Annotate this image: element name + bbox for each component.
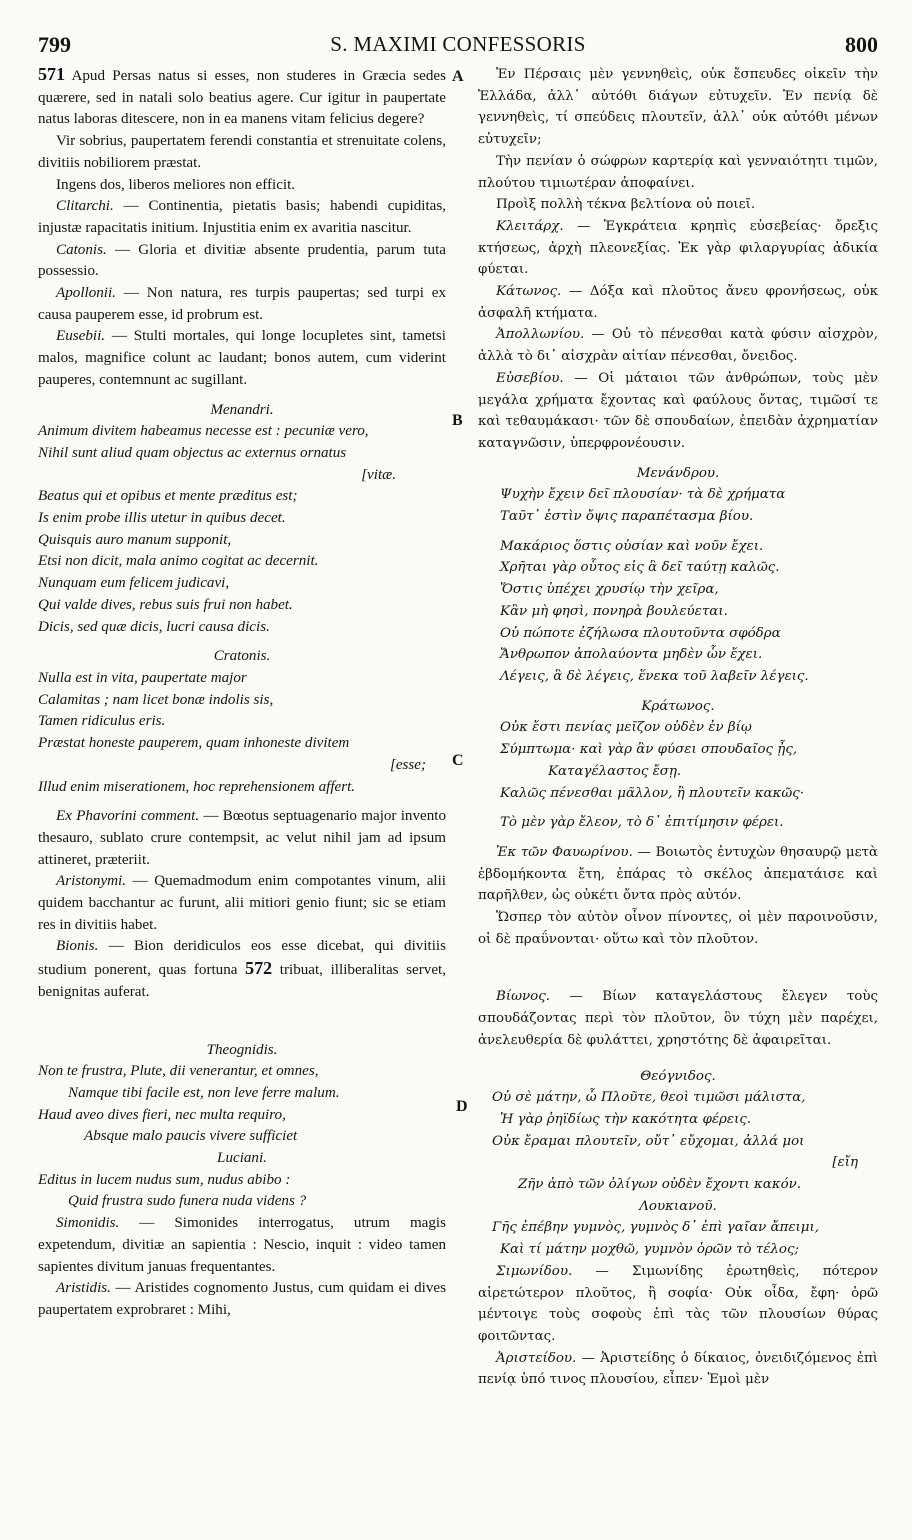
latin-paragraph: 571 Apud Persas natus si esses, non studeres in Græcia sedes quærere, sed in natali solo beatius agere. Cur igitur in paupertate natus laboras ditescere, non in ea manens vitam felicius degere?: [38, 64, 446, 128]
column-number-marker: 572: [245, 958, 273, 979]
verse-line: Editus in lucem nudus sum, nudus abibo :: [38, 1171, 291, 1188]
section-heading: Cratonis.: [213, 648, 271, 665]
greek-paragraph: Ἐκ τῶν Φαυωρίνου. — Βοιωτὸς ἐντυχὼν θησαυρῷ μετὰ ἑβδομήκοντα ἔτη, ἐπάρας τὸ σκέλος ἀπεματάισε καὶ παρῆλθεν, ὡς οὐκέτι ὄντα πρὸς αὐτόν.: [478, 844, 878, 904]
column-number-marker: 571: [38, 64, 65, 84]
verse-line: Ζῆν ἀπὸ τῶν ὀλίγων οὐδὲν ἔχοντι κακόν.: [518, 1177, 802, 1193]
section-heading: Luciani.: [217, 1150, 267, 1167]
verse-line: Κἂν μὴ φησὶ, πονηρὰ βουλεύεται.: [500, 603, 728, 619]
verse-line: Ἄνθρωπον ἀπολαύοντα μηδὲν ὧν ἔχει.: [500, 647, 763, 663]
latin-paragraph: Bionis. — Bion deridiculos eos esse dicebat, qui divitiis studium ponerent, quas fortuna 572 tribuat, illiberalitas servet, benignitas auferat.: [38, 938, 446, 1000]
margin-letter-d: D: [456, 1098, 468, 1115]
verse-line: Καλῶς πένεσθαι μᾶλλον, ἢ πλουτεῖν κακῶς·: [500, 785, 804, 801]
verse-line: Animum divitem habeamus necesse est : pecuniæ vero,: [38, 423, 369, 440]
verse-line: Quisquis auro manum supponit,: [38, 531, 232, 548]
latin-paragraph: Catonis. — Gloria et divitiæ absente prudentia, parum tuta possessio.: [38, 241, 446, 280]
latin-paragraph: Clitarchi. — Continentia, pietatis basis; habendi cupiditas, injustæ rapacitatis initium. Injustitia enim ex avaritia nascitur.: [38, 198, 446, 236]
verse-line: Μακάριος ὅστις οὐσίαν καὶ νοῦν ἔχει.: [500, 538, 764, 554]
greek-paragraph: Ὥσπερ τὸν αὐτὸν οἶνον πίνοντες, οἱ μὲν παροινοῦσιν, οἱ δὲ πραΰνονται· οὕτω καὶ τὸν πλοῦτον.: [478, 910, 878, 947]
verse-line: Nunquam eum felicem judicavi,: [38, 575, 230, 592]
section-heading: Θεόγνιδος.: [640, 1068, 716, 1084]
verse-line: Absque malo paucis vivere sufficiet: [84, 1128, 298, 1145]
margin-letter-c: C: [452, 752, 464, 769]
verse-line: Ψυχὴν ἔχειν δεῖ πλουσίαν· τὰ δὲ χρήματα: [500, 487, 786, 503]
verse-line: Ταῦτ᾽ ἐστὶν ὄψις παραπέτασμα βίου.: [500, 509, 754, 525]
section-heading: Λουκιανοῦ.: [639, 1198, 717, 1214]
section-heading: Theognidis.: [206, 1041, 278, 1058]
verse-line: Calamitas ; nam licet bonæ indolis sis,: [38, 691, 274, 708]
greek-paragraph: Βίωνος. — Βίων καταγελάστους ἔλεγεν τοὺς σπουδάζοντας περὶ τὸν πλοῦτον, ὃν τύχη μὲν παρέχει, ἀνελευθερία δὲ φυλάττει, χρηστότης δὲ ἀφαιρεῖται.: [478, 989, 878, 1048]
verse-line: Σύμπτωμα· καὶ γὰρ ἂν φύσει σπουδαῖος ᾖς,: [500, 742, 798, 758]
verse-line: Ἡ γὰρ ῥηϊδίως τὴν κακότητα φέρεις.: [500, 1111, 752, 1127]
verse-line: Præstat honeste pauperem, quam inhoneste divitem: [38, 735, 350, 752]
latin-paragraph: Simonidis. — Simonides interrogatus, utrum magis expetendum, divitiæ an sapientia : Nescio, inquit : video tamen sapientes divitum januas frequentantes.: [38, 1215, 446, 1275]
running-title: S. MAXIMI CONFESSORIS: [330, 32, 586, 56]
verse-line: Καταγέλαστος ἔσῃ.: [548, 763, 682, 779]
verse-line: [vitæ.: [361, 466, 396, 483]
latin-paragraph: Aristonymi. — Quemadmodum enim compotantes vinum, alii quidem bacchantur ac furunt, alii mitiori genio fiunt; sic se etiam res in divitiis habet.: [38, 873, 446, 933]
greek-paragraph: Σιμωνίδου. — Σιμωνίδης ἐρωτηθεὶς, πότερον αἱρετώτερον πλοῦτος, ἢ σοφία· Οὐκ οἶδα, ἔφη· ὁρῶ μέντοιγε τοὺς σοφοὺς ἐπὶ τὰς τῶν πλουσίων θύρας φοιτῶντας.: [478, 1263, 878, 1344]
greek-paragraph: Ἀπολλωνίου. — Οὐ τὸ πένεσθαι κατὰ φύσιν αἰσχρὸν, ἀλλὰ τὸ δι᾽ αἰσχρὰν αἰτίαν πένεσθαι, ὄνειδος.: [478, 327, 878, 365]
greek-paragraph: Τὴν πενίαν ὁ σώφρων καρτερίᾳ καὶ γενναιότητι τιμῶν, πλούτου τιμιωτέραν ἀποφαίνει.: [478, 153, 878, 191]
verse-line: Οὐκ ἔραμαι πλουτεῖν, οὔτ᾽ εὔχομαι, ἀλλά μοι: [492, 1133, 805, 1149]
greek-paragraph: Προὶξ πολλὴ τέκνα βελτίονα οὐ ποιεῖ.: [496, 197, 756, 213]
verse-line: Τὸ μὲν γὰρ ἔλεον, τὸ δ᾽ ἐπιτίμησιν φέρει.: [500, 815, 784, 831]
greek-paragraph: Εὐσεβίου. — Οἱ μάταιοι τῶν ἀνθρώπων, τοὺς μὲν μεγάλα χρήματα ἔχοντας καὶ φαύλους ὄντας, τιμῶσί τε καὶ τεθαυμάκασι· τῶν δὲ σπουδαίων, ἐπειδὰν ἀχρηματίαν καταγνῶσιν, ὑπερφρονέουσιν.: [478, 370, 878, 451]
verse-line: Tamen ridiculus eris.: [38, 713, 166, 730]
greek-paragraph: Ἐν Πέρσαις μὲν γεννηθεὶς, οὐκ ἔσπευδες οἰκεῖν τὴν Ἑλλάδα, ἀλλ᾽ αὐτόθι διάγων εὐτυχεῖν. Ἐν πενίᾳ δὲ γεννηθεὶς, τί σπεύδεις πλουτεῖν, ἀλλ᾽ οὐκ αὐτόθι μένων εὐτυχεῖν;: [478, 67, 878, 148]
latin-column: [38, 64, 446, 1322]
verse-line: Nihil sunt aliud quam objectus ac externus ornatus: [38, 444, 347, 461]
verse-line: Ὅστις ὑπέχει χρυσίῳ τὴν χεῖρα,: [500, 582, 719, 598]
section-heading: Μενάνδρου.: [636, 465, 720, 481]
verse-line: Is enim probe illis utetur in quibus decet.: [38, 510, 286, 527]
latin-paragraph: Vir sobrius, paupertatem ferendi constantia et strenuitate colens, divitiis nobiliorem præstat.: [38, 133, 446, 171]
greek-column: [478, 64, 878, 1391]
margin-letter-a: A: [452, 68, 464, 85]
verse-line: Dicis, sed quæ dicis, lucri causa dicis.: [38, 618, 270, 635]
verse-line: Λέγεις, ἃ δὲ λέγεις, ἕνεκα τοῦ λαβεῖν λέγεις.: [500, 668, 809, 684]
verse-line: Qui valde dives, rebus suis frui non habet.: [38, 596, 293, 613]
latin-paragraph: Aristidis. — Aristides cognomento Justus, cum quidam ei dives paupertatem exprobraret : Mihi,: [38, 1280, 446, 1318]
margin-letter-b: B: [452, 412, 463, 429]
verse-line: Nulla est in vita, paupertate major: [38, 669, 247, 686]
section-heading: Κράτωνος.: [641, 698, 715, 714]
verse-line: Γῆς ἐπέβην γυμνὸς, γυμνὸς δ᾽ ἐπὶ γαῖαν ἄπειμι,: [492, 1220, 819, 1236]
page-number-left: 799: [38, 32, 71, 57]
verse-line: Οὐκ ἔστι πενίας μεῖζον οὐδὲν ἐν βίῳ: [500, 720, 752, 736]
latin-paragraph: Eusebii. — Stulti mortales, qui longe locupletes sint, tametsi malos, magnifice colunt ac laudant; bonos autem, cum viderint pauperes, contemnunt ac sugillant.: [38, 328, 446, 388]
verse-line: Quid frustra sudo funera nuda videns ?: [68, 1193, 307, 1210]
verse-line: Χρῆται γὰρ οὗτος εἰς ἃ δεῖ ταύτῃ καλῶς.: [500, 560, 780, 576]
verse-line: Beatus qui et opibus et mente præditus est;: [38, 488, 298, 505]
verse-line: Etsi non dicit, mala animo cogitat ac decernit.: [38, 553, 319, 570]
greek-paragraph: Κλειτάρχ. — Ἐγκράτεια κρηπὶς εὐσεβείας· ὄρεξις κτήσεως, ἀρχὴ πλεονεξίας. Ἐκ γὰρ φιλαργυρίας ἀδικία φύεται.: [478, 218, 878, 278]
page-header: [38, 30, 878, 58]
section-heading: Menandri.: [210, 401, 274, 418]
latin-paragraph: Ex Phavorini comment. — Bœotus septuagenario major invento thesauro, sublato crure contempsit, ac velut nihil jam ad ipsum attineret, præteriit.: [38, 808, 447, 868]
verse-line: Οὐ πώποτε ἐζήλωσα πλουτοῦντα σφόδρα: [500, 625, 781, 641]
verse-line: Καὶ τί μάτην μοχθῶ, γυμνὸν ὁρῶν τὸ τέλος;: [500, 1242, 799, 1258]
greek-paragraph: Κάτωνος. — Δόξα καὶ πλοῦτος ἄνευ φρονήσεως, οὐκ ἀσφαλῆ κτήματα.: [478, 284, 878, 321]
verse-line: Οὐ σὲ μάτην, ὦ Πλοῦτε, θεοὶ τιμῶσι μάλιστα,: [492, 1090, 806, 1106]
page-number-right: 800: [845, 32, 878, 57]
verse-line: Non te frustra, Plute, dii venerantur, et omnes,: [38, 1063, 319, 1080]
latin-paragraph: Ingens dos, liberos meliores non efficit.: [56, 176, 296, 193]
verse-line: Namque tibi facile est, non leve ferre malum.: [68, 1084, 340, 1101]
verse-line: [εἴη: [832, 1155, 858, 1171]
latin-paragraph: Apollonii. — Non natura, res turpis paupertas; sed turpi ex causa pauperem esse, id probrum est.: [38, 285, 446, 323]
verse-line: Illud enim miserationem, hoc reprehensionem affert.: [38, 778, 356, 795]
verse-line: Haud aveo dives fieri, nec multa requiro,: [38, 1106, 286, 1123]
verse-line: [esse;: [389, 756, 426, 773]
greek-paragraph: Ἀριστείδου. — Ἀριστείδης ὁ δίκαιος, ὀνειδιζόμενος ἐπὶ πενίᾳ ὑπό τινος πλουσίου, εἶπεν· Ἐμοὶ μὲν: [478, 1350, 878, 1388]
